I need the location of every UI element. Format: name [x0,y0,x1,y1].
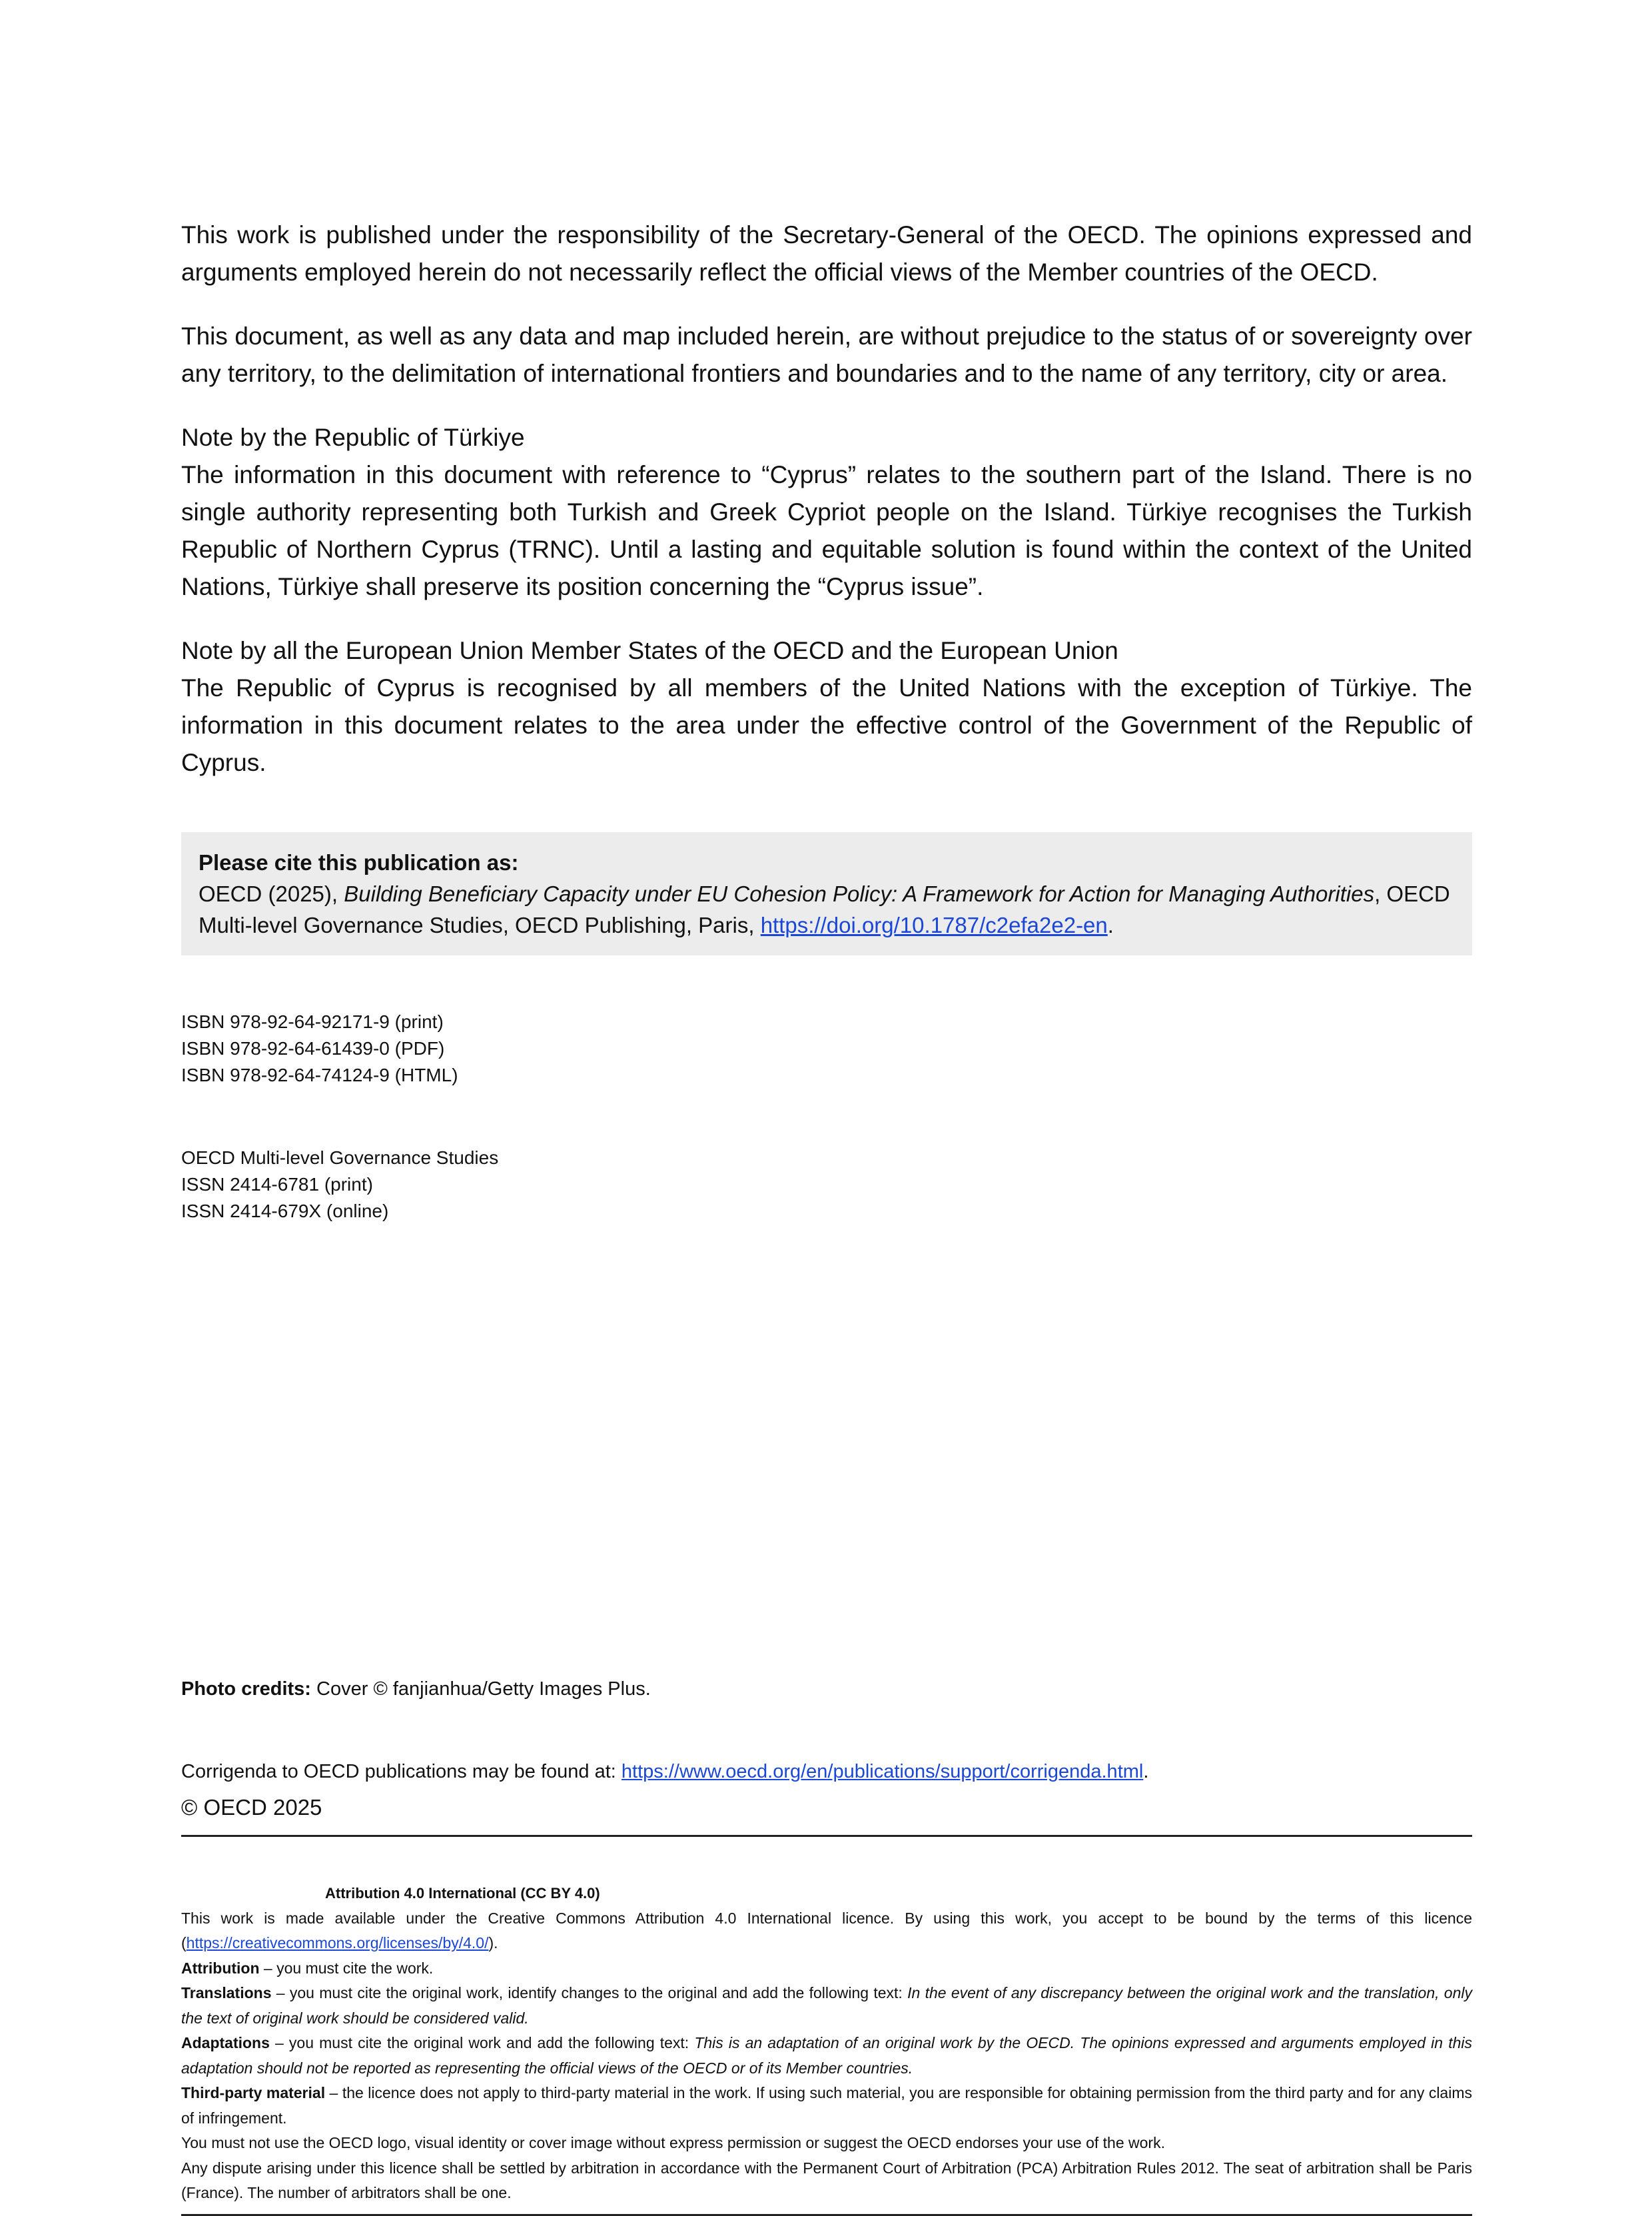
licence-translations [181,1981,1472,2031]
citation-prefix: OECD (2025), [199,881,344,906]
licence-third-party [181,2081,1472,2131]
translations-text: – you must cite the original work, identify changes to the original and add the following text: [271,1984,908,2001]
photo-credits [181,1676,651,1702]
isbn-html: ISBN 978-92-64-74124-9 (HTML) [181,1065,458,1085]
adaptations-label: Adaptations [181,2034,270,2051]
citation-doi-link[interactable]: https://doi.org/10.1787/c2efa2e2-en [760,913,1108,937]
translations-label: Translations [181,1984,272,2001]
copyright-notice: © OECD 2025 [181,1795,322,1820]
corrigenda-end: . [1143,1761,1149,1782]
eu-note-body: The Republic of Cyprus is recognised by all members of the United Nations with the exception of Türkiye. The information in this document relates to the area under the effective control of the Government of the Republic of Cyprus. [181,674,1472,776]
licence-intro-end: ). [488,1934,498,1951]
attribution-text: – you must cite the work. [259,1959,434,1977]
attribution-label: Attribution [181,1959,260,1977]
issn-online: ISSN 2414-679X (online) [181,1201,389,1221]
divider-top [181,1835,1472,1837]
eu-note [181,632,1472,782]
isbn-pdf: ISBN 978-92-64-61439-0 (PDF) [181,1038,445,1059]
turkiye-note [181,419,1472,606]
turkiye-note-heading: Note by the Republic of Türkiye [181,424,525,451]
adaptations-italic: This is an adaptation of an original work by the OECD. The opinions expressed and arguments employed in this adaptation should not be reported as representing the official views of the OECD or of its Member countries. [181,2034,1472,2077]
corrigenda-text: Corrigenda to OECD publications may be found at: [181,1761,621,1782]
disclaimer-paragraph: This work is published under the responsibility of the Secretary-General of the OECD. The opinions expressed and arguments employed herein do not necessarily reflect the official views of the Member countries of the OECD. [181,221,1472,286]
citation-title: Building Beneficiary Capacity under EU Cohesion Policy: A Framework for Action for Managing Authorities [344,881,1375,906]
isbn-print: ISBN 978-92-64-92171-9 (print) [181,1011,444,1032]
licence-title: Attribution 4.0 International (CC BY 4.0) [325,1885,600,1902]
licence-adaptations [181,2031,1472,2081]
licence-logo-usage: You must not use the OECD logo, visual identity or cover image without express permission or suggest the OECD endorses your use of the work. [181,2134,1165,2151]
licence-attribution [181,1956,1472,1981]
citation-end: . [1107,913,1114,937]
citation-heading: Please cite this publication as: [199,850,519,875]
eu-note-heading: Note by all the European Union Member States of the OECD and the European Union [181,637,1118,664]
licence-url-link[interactable]: https://creativecommons.org/licenses/by/4.0/ [186,1934,489,1951]
licence-block [181,1881,1472,2206]
third-party-text: – the licence does not apply to third-party material in the work. If using such material, you are responsible for obtaining permission from the third party and for any claims of infringement. [181,2084,1472,2127]
photo-credits-text: Cover © fanjianhua/Getty Images Plus. [310,1678,651,1700]
corrigenda-link[interactable]: https://www.oecd.org/en/publications/support/corrigenda.html [621,1761,1144,1782]
licence-intro-text: This work is made available under the Creative Commons Attribution 4.0 International licence. By using this work, you accept to be bound by the terms of this licence ( [181,1909,1472,1951]
photo-credits-label: Photo credits: [181,1678,311,1700]
licence-dispute: Any dispute arising under this licence shall be settled by arbitration in accordance with the Permanent Court of Arbitration (PCA) Arbitration Rules 2012. The seat of arbitration shall be Paris (France). The number of arbitrators shall be one. [181,2159,1472,2201]
isbn-list [181,1009,1472,1089]
third-party-label: Third-party material [181,2084,326,2101]
series-info [181,1145,1472,1225]
series-name: OECD Multi-level Governance Studies [181,1147,499,1168]
corrigenda-line [181,1758,1148,1785]
territory-paragraph: This document, as well as any data and map included herein, are without prejudice to the status of or sovereignty over any territory, to the delimitation of international frontiers and boundaries and to the name of any territory, city or area. [181,322,1472,387]
licence-intro [181,1906,1472,1956]
turkiye-note-body: The information in this document with reference to “Cyprus” relates to the southern part of the Island. There is no single authority representing both Turkish and Greek Cypriot people on the Island. Türkiye recognises the Turkish Republic of Northern Cyprus (TRNC). Until a lasting and equitable solution is found within the context of the United Nations, Türkiye shall preserve its position concerning the “Cyprus issue”. [181,461,1472,600]
issn-print: ISSN 2414-6781 (print) [181,1174,373,1195]
citation-box [181,832,1472,955]
adaptations-text: – you must cite the original work and add the following text: [269,2034,695,2051]
document-page [181,217,1472,2201]
translations-italic: In the event of any discrepancy between the original work and the translation, only the text of original work should be considered valid. [181,1984,1472,2027]
citation-suffix: , OECD Multi-level Governance Studies, OECD Publishing, Paris, [199,881,1450,937]
